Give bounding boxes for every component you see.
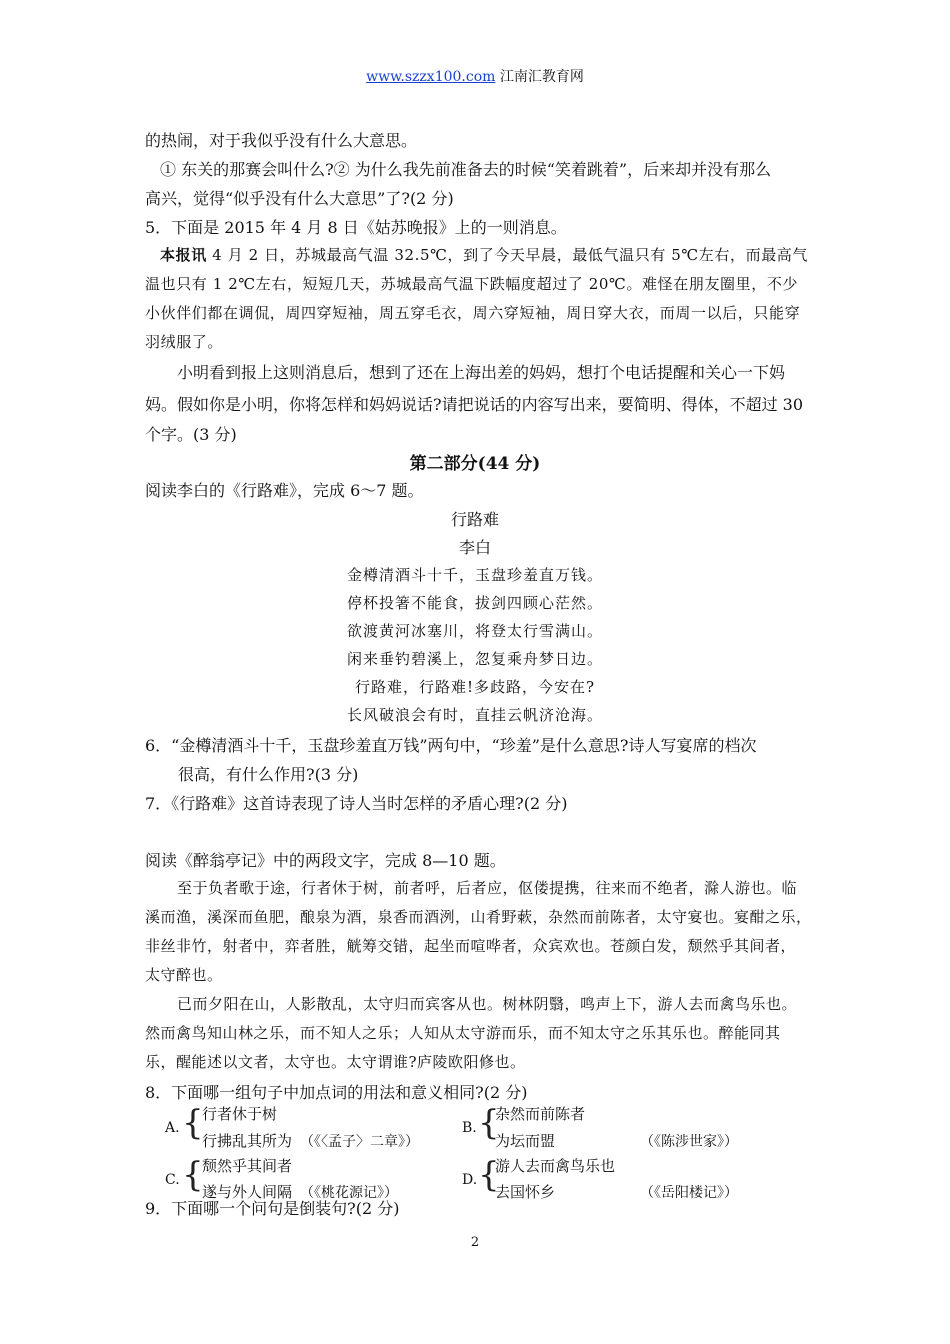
page-header	[0, 66, 950, 86]
poem-line: 金樽清酒斗十千，玉盘珍羞直万钱。	[346, 566, 603, 584]
option-b-sentence-2: 为坛而盟	[495, 1132, 556, 1150]
q5-task-line-2: 妈。假如你是小明，你将怎样和妈妈说话?请把说话的内容写出来，要简明、得体，不超过 30	[145, 395, 804, 414]
q7-stem: 7．《行路难》这首诗表现了诗人当时怎样的矛盾心理?(2 分)	[145, 794, 568, 813]
news-label: 本报讯	[160, 246, 207, 264]
poem-line: 闲来垂钓碧溪上，忽复乘舟梦日边。	[346, 650, 603, 668]
part2-title: 第二部分(44 分)	[409, 454, 541, 474]
option-c-sentence-2: 遂与外人间隔	[202, 1183, 293, 1201]
option-c-label[interactable]: C.	[165, 1172, 180, 1188]
q5-news-line-1	[160, 244, 808, 265]
q5-news-line-4: 羽绒服了。	[145, 333, 224, 351]
q5-task-line-3: 个字。(3 分)	[145, 425, 237, 444]
poem-title: 行路难	[450, 510, 499, 529]
q5-news-line-3: 小伙伴们都在调侃，周四穿短袖，周五穿毛衣，周六穿短袖，周日穿大衣，而周一以后，只能穿	[145, 304, 801, 322]
q6-line-1: 6．“金樽清酒斗十千，玉盘珍羞直万钱”两句中，“珍羞”是什么意思?诗人写宴席的档次	[145, 736, 757, 755]
q5-task-line-1: 小明看到报上这则消息后，想到了还在上海出差的妈妈，想打个电话提醒和关心一下妈	[177, 363, 786, 382]
brace-icon: {	[182, 1103, 204, 1143]
reading2-p1-line-3: 非丝非竹，射者中，弈者胜，觥筹交错，起坐而喧哗者，众宾欢也。苍颜白发，颓然乎其间者，	[145, 937, 797, 955]
reading2-p2-line-3: 乐，醒能述以文者，太守也。太守谓谁?庐陵欧阳修也。	[145, 1053, 526, 1071]
option-c-source: （《桃花源记》）	[300, 1185, 398, 1201]
news-text: 4 月 2 日，苏城最高气温 32.5℃，到了今天早晨，最低气温只有 5℃左右，而最高气	[206, 246, 809, 264]
option-c-sentence-1: 颓然乎其间者	[202, 1157, 293, 1175]
option-b-source: （《陈涉世家》）	[640, 1134, 738, 1150]
option-a-sentence-1: 行者休于树	[202, 1105, 278, 1123]
reading2-p1-line-1: 至于负者歌于途，行者休于树，前者呼，后者应，伛偻提携，往来而不绝者，滁人游也。临	[177, 879, 798, 897]
option-b-sentence-1: 杂然而前陈者	[495, 1105, 586, 1123]
q4-line-3: 高兴，觉得“似乎没有什么大意思”了?(2 分)	[145, 189, 454, 208]
option-d-sentence-2: 去国怀乡	[495, 1183, 556, 1201]
reading2-p2-line-2: 然而禽鸟知山林之乐，而不知人之乐；人知从太守游而乐，而不知太守之乐其乐也。醉能同其	[145, 1024, 781, 1042]
option-d-label[interactable]: D.	[462, 1172, 478, 1188]
option-a-sentence-2: 行拂乱其所为	[202, 1132, 293, 1150]
poem-line: 欲渡黄河冰塞川，将登太行雪满山。	[346, 622, 603, 640]
option-a-source: （《〈孟子〉二章》）	[300, 1134, 419, 1150]
site-name: 江南汇教育网	[499, 69, 584, 85]
site-link[interactable]: www.szzx100.com	[366, 69, 496, 85]
q9-stem: 9．下面哪一个问句是倒装句?(2 分)	[145, 1199, 400, 1218]
reading1-intro: 阅读李白的《行路难》，完成 6～7 题。	[145, 481, 424, 500]
brace-icon: {	[478, 1103, 500, 1143]
q4-line-2: ① 东关的那赛会叫什么?② 为什么我先前准备去的时候“笑着跳着”，后来却并没有那么	[160, 160, 772, 179]
poem-line: 行路难，行路难!多歧路，今安在?	[354, 678, 596, 696]
brace-icon: {	[478, 1155, 500, 1195]
q6-line-2: 很高，有什么作用?(3 分)	[178, 765, 359, 784]
option-d-sentence-1: 游人去而禽鸟乐也	[495, 1157, 616, 1175]
reading2-p2-line-1: 已而夕阳在山，人影散乱，太守归而宾客从也。树林阴翳，鸣声上下，游人去而禽鸟乐也。	[177, 995, 798, 1013]
q4-line-1: 的热闹，对于我似乎没有什么大意思。	[145, 131, 418, 150]
option-b-label[interactable]: B.	[462, 1120, 477, 1136]
reading2-p1-line-4: 太守醉也。	[145, 966, 223, 984]
reading2-p1-line-2: 溪而渔，溪深而鱼肥，酿泉为酒，泉香而酒洌，山肴野蔌，杂然而前陈者，太守宴也。宴酣之乐，	[145, 908, 812, 926]
brace-icon: {	[182, 1155, 204, 1195]
poem-line: 长风破浪会有时，直挂云帆济沧海。	[346, 706, 603, 724]
option-d-source: （《岳阳楼记》）	[640, 1185, 738, 1201]
q5-news-line-2: 温也只有 1 2℃左右，短短几天，苏城最高气温下跌幅度超过了 20℃。难怪在朋友圈里，不少	[145, 275, 799, 293]
page-number: 2	[470, 1235, 480, 1250]
q8-stem: 8．下面哪一组句子中加点词的用法和意义相同?(2 分)	[145, 1083, 528, 1102]
option-a-label[interactable]: A.	[165, 1120, 180, 1136]
poem-line: 停杯投箸不能食，拔剑四顾心茫然。	[346, 594, 603, 612]
poem-author: 李白	[458, 538, 491, 557]
q5-intro: 5．下面是 2015 年 4 月 8 日《姑苏晚报》上的一则消息。	[145, 218, 567, 237]
reading2-intro: 阅读《醉翁亭记》中的两段文字，完成 8—10 题。	[145, 851, 506, 870]
